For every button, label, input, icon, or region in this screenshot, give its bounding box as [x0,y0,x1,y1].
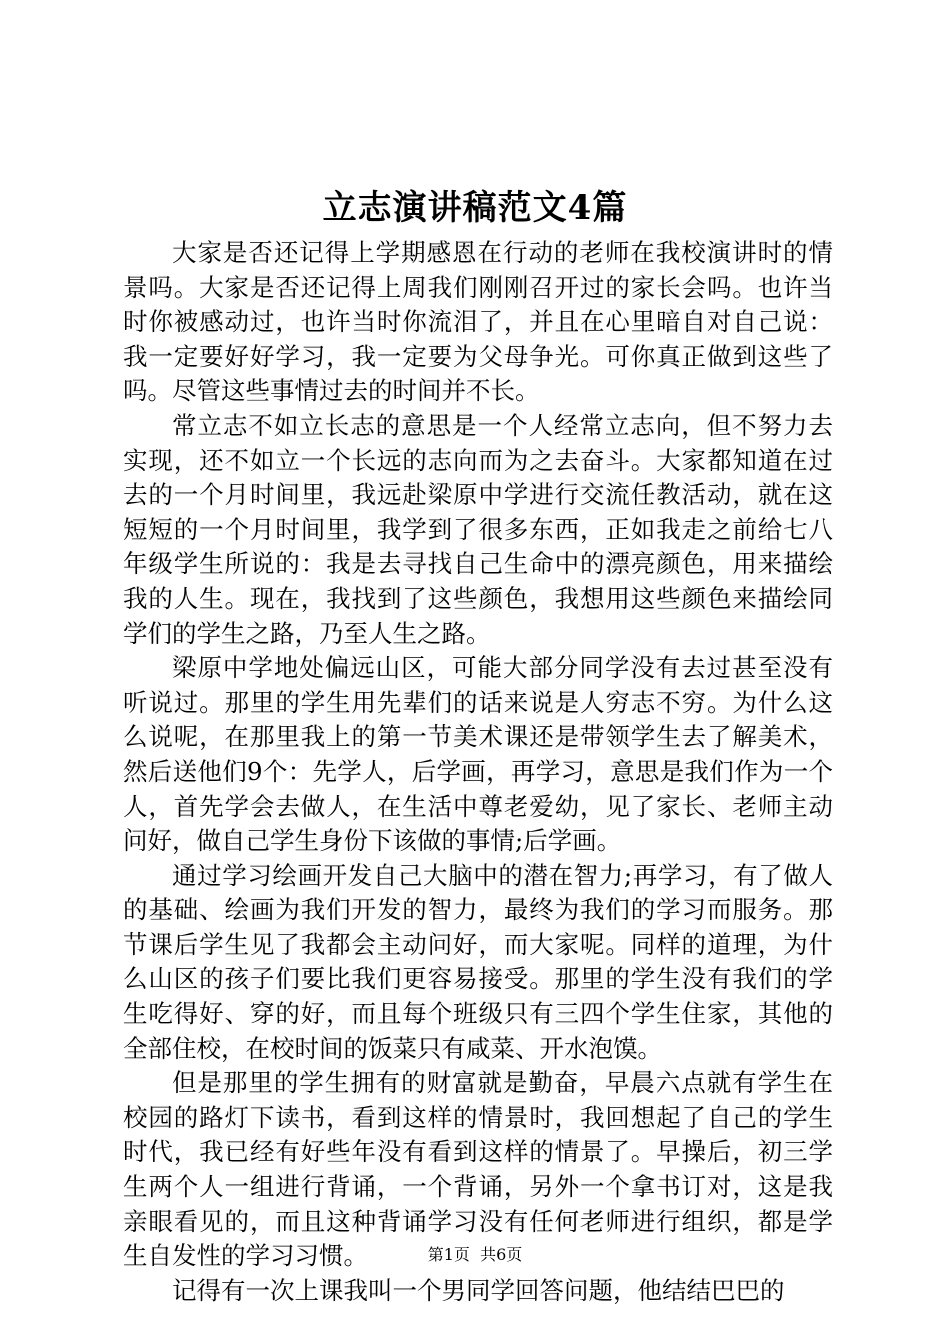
paragraph: 但是那里的学生拥有的财富就是勤奋，早晨六点就有学生在校园的路灯下读书，看到这样的情景时，我回想起了自己的学生时代，我已经有好些年没有看到这样的情景了。早操后，初三学生两个人一组进行背诵，一个背诵，另外一个拿书订对，这是我亲眼看见的，而且这种背诵学习没有任何老师进行组织，都是学生自发性的学习习惯。 [123,1068,833,1271]
paragraph: 大家是否还记得上学期感恩在行动的老师在我校演讲时的情景吗。大家是否还记得上周我们刚刚召开过的家长会吗。也许当时你被感动过，也许当时你流泪了，并且在心里暗自对自己说：我一定要好好学习，我一定要为父母争光。可你真正做到这些了吗。尽管这些事情过去的时间并不长。 [123,238,833,406]
document-title: 立志演讲稿范文4篇 [322,188,628,228]
page-footer [0,1244,950,1266]
paragraph: 记得有一次上课我叫一个男同学回答问题，他结结巴巴的 [172,1275,785,1305]
document-body [123,236,833,1308]
paragraph: 梁原中学地处偏远山区，可能大部分同学没有去过甚至没有听说过。那里的学生用先辈们的话来说是人穷志不穷。为什么这么说呢，在那里我上的第一节美术课还是带领学生去了解美术，然后送他们9个：先学人，后学画，再学习，意思是我们作为一个人，首先学会去做人，在生活中尊老爱幼，见了家长、老师主动问好，做自己学生身份下该做的事情;后学画。 [123,653,833,856]
paragraph: 通过学习绘画开发自己大脑中的潜在智力;再学习，有了做人的基础、绘画为我们开发的智力，最终为我们的学习而服务。那节课后学生见了我都会主动问好，而大家呢。同样的道理，为什么山区的孩子们要比我们更容易接受。那里的学生没有我们的学生吃得好、穿的好，而且每个班级只有三四个学生住家，其他的全部住校，在校时间的饭菜只有咸菜、开水泡馍。 [123,860,833,1063]
page-number: 第1页 [427,1245,470,1264]
footer-spacer [470,1245,480,1264]
paragraph: 常立志不如立长志的意思是一个人经常立志向，但不努力去实现，还不如立一个长远的志向而为之去奋斗。大家都知道在过去的一个月时间里，我远赴梁原中学进行交流任教活动，就在这短短的一个月时间里，我学到了很多东西，正如我走之前给七八年级学生所说的：我是去寻找自己生命中的漂亮颜色，用来描绘我的人生。现在，我找到了这些颜色，我想用这些颜色来描绘同学们的学生之路，乃至人生之路。 [123,410,833,648]
page-total: 共6页 [480,1245,523,1264]
